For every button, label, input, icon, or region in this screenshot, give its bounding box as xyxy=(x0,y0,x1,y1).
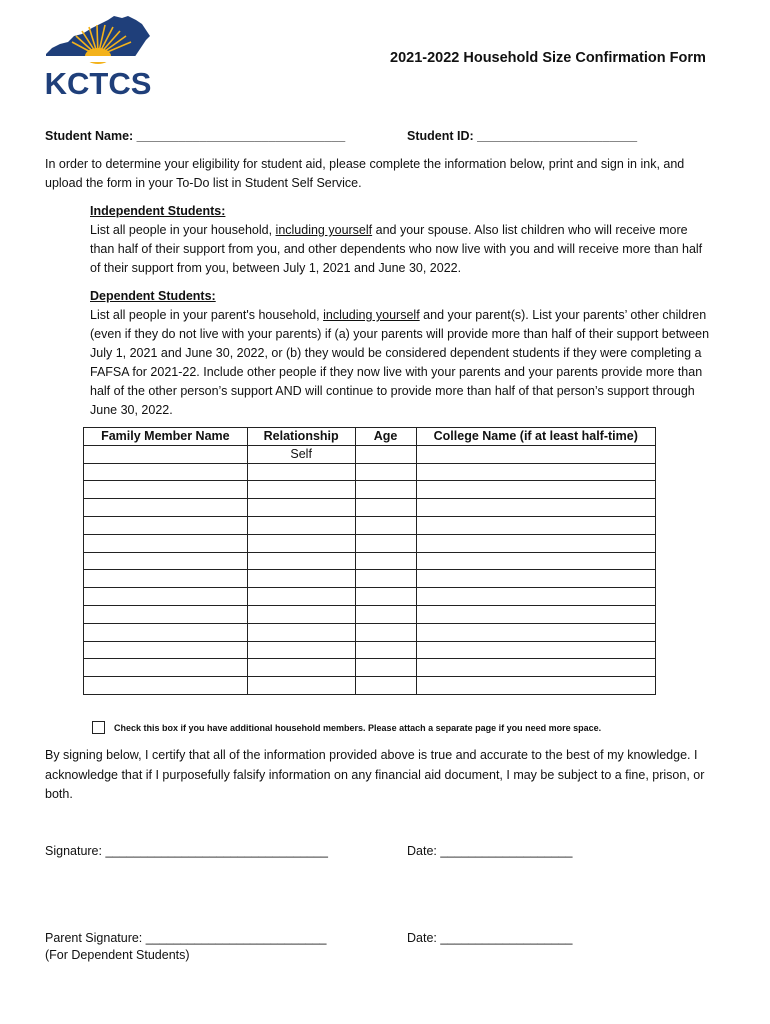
table-cell[interactable] xyxy=(84,516,248,534)
table-row xyxy=(84,534,656,552)
table-cell[interactable] xyxy=(355,588,416,606)
table-cell[interactable] xyxy=(84,641,248,659)
dependent-text: List all people in your parent's household, including yourself and your parent(s). List your parents’ other children (even if they do not live with your parents) if (a) your parents will provide more than half of their support between July 1, 2021 and June 30, 2022, or (b) they would be considered dependent students if they were completing a FAFSA for 2021-22. Include other people if they now live with your parents and your parents provide more than half of the other person’s support AND will continue to provide more than half of that person’s support through June 30, 2022. xyxy=(90,308,710,417)
table-cell[interactable] xyxy=(247,605,355,623)
table-cell[interactable] xyxy=(355,641,416,659)
table-row xyxy=(84,516,656,534)
student-name-field[interactable]: Student Name: ______________________________ xyxy=(45,129,346,143)
table-cell[interactable] xyxy=(416,534,655,552)
table-cell[interactable] xyxy=(416,481,655,499)
independent-heading: Independent Students: xyxy=(90,204,226,218)
table-cell[interactable] xyxy=(416,463,655,481)
certification-paragraph: By signing below, I certify that all of the information provided above is true and accurate to the best of my knowledge. I acknowledge that if I purposefully falsify information on any financial aid document, I may be subject to a fine, prison, or both. xyxy=(45,748,705,801)
dependent-heading: Dependent Students: xyxy=(90,289,216,303)
table-cell[interactable] xyxy=(247,463,355,481)
table-cell[interactable] xyxy=(416,588,655,606)
table-cell[interactable] xyxy=(416,677,655,695)
table-cell[interactable] xyxy=(84,481,248,499)
table-cell[interactable] xyxy=(84,659,248,677)
col-relationship: Relationship xyxy=(247,428,355,446)
table-cell[interactable] xyxy=(84,534,248,552)
table-row xyxy=(84,623,656,641)
table-row xyxy=(84,481,656,499)
table-cell[interactable] xyxy=(355,463,416,481)
table-cell[interactable]: Self xyxy=(247,445,355,463)
dependent-section xyxy=(90,287,715,420)
table-cell[interactable] xyxy=(355,605,416,623)
student-id-field[interactable]: Student ID: _______________________ xyxy=(407,129,638,143)
table-cell[interactable] xyxy=(84,677,248,695)
table-cell[interactable] xyxy=(247,623,355,641)
table-cell[interactable] xyxy=(355,677,416,695)
parent-signature-field[interactable]: Parent Signature: __________________________ xyxy=(45,931,327,945)
signature-date-field[interactable]: Date: ___________________ xyxy=(407,844,573,858)
table-cell[interactable] xyxy=(84,552,248,570)
col-age: Age xyxy=(355,428,416,446)
table-row xyxy=(84,641,656,659)
household-table xyxy=(83,427,656,695)
signature-field[interactable]: Signature: ________________________________ xyxy=(45,844,328,858)
table-cell[interactable] xyxy=(247,552,355,570)
table-cell[interactable] xyxy=(247,588,355,606)
parent-signature-note: (For Dependent Students) xyxy=(45,948,190,962)
form-title: 2021-2022 Household Size Confirmation Form xyxy=(390,50,706,66)
intro-paragraph: In order to determine your eligibility for student aid, please complete the information below, print and sign in ink, and upload the form in your To-Do list in Student Self Service. xyxy=(45,157,685,190)
table-cell[interactable] xyxy=(355,659,416,677)
additional-members-checkbox[interactable] xyxy=(92,721,105,734)
table-cell[interactable] xyxy=(247,516,355,534)
table-cell[interactable] xyxy=(416,659,655,677)
table-row xyxy=(84,605,656,623)
table-row xyxy=(84,445,656,463)
table-cell[interactable] xyxy=(84,445,248,463)
table-cell[interactable] xyxy=(84,499,248,517)
table-cell[interactable] xyxy=(355,552,416,570)
table-cell[interactable] xyxy=(247,677,355,695)
table-cell[interactable] xyxy=(416,605,655,623)
table-cell[interactable] xyxy=(355,516,416,534)
table-row xyxy=(84,463,656,481)
table-cell[interactable] xyxy=(416,516,655,534)
table-cell[interactable] xyxy=(84,570,248,588)
table-cell[interactable] xyxy=(416,552,655,570)
table-cell[interactable] xyxy=(416,641,655,659)
table-row xyxy=(84,499,656,517)
table-cell[interactable] xyxy=(355,481,416,499)
table-cell[interactable] xyxy=(247,499,355,517)
table-cell[interactable] xyxy=(355,570,416,588)
table-cell[interactable] xyxy=(84,463,248,481)
table-cell[interactable] xyxy=(416,570,655,588)
table-cell[interactable] xyxy=(84,605,248,623)
table-row xyxy=(84,570,656,588)
table-cell[interactable] xyxy=(416,623,655,641)
table-row xyxy=(84,588,656,606)
table-cell[interactable] xyxy=(416,445,655,463)
table-cell[interactable] xyxy=(355,499,416,517)
checkbox-label: Check this box if you have additional household members. Please attach a separate page if you need more space. xyxy=(114,722,602,733)
table-cell[interactable] xyxy=(247,534,355,552)
table-header-row xyxy=(84,428,656,446)
kctcs-logo xyxy=(42,14,154,100)
table-cell[interactable] xyxy=(355,623,416,641)
table-cell[interactable] xyxy=(84,623,248,641)
table-cell[interactable] xyxy=(355,445,416,463)
table-cell[interactable] xyxy=(416,499,655,517)
table-cell[interactable] xyxy=(247,481,355,499)
col-family-member-name: Family Member Name xyxy=(84,428,248,446)
independent-section xyxy=(90,202,715,278)
col-college-name: College Name (if at least half-time) xyxy=(416,428,655,446)
table-cell[interactable] xyxy=(247,641,355,659)
table-cell[interactable] xyxy=(247,570,355,588)
table-row xyxy=(84,659,656,677)
additional-members-row xyxy=(92,721,601,734)
independent-text: List all people in your household, including yourself and your spouse. Also list children who will receive more than half of their support from you, and other dependents who now live with you and will receive more than half of their support from you, between July 1, 2021 and June 30, 2022. xyxy=(90,223,703,275)
table-row xyxy=(84,552,656,570)
table-cell[interactable] xyxy=(355,534,416,552)
table-cell[interactable] xyxy=(247,659,355,677)
table-row xyxy=(84,677,656,695)
parent-date-field[interactable]: Date: ___________________ xyxy=(407,931,573,945)
table-cell[interactable] xyxy=(84,588,248,606)
logo-wordmark: KCTCS xyxy=(44,66,152,100)
